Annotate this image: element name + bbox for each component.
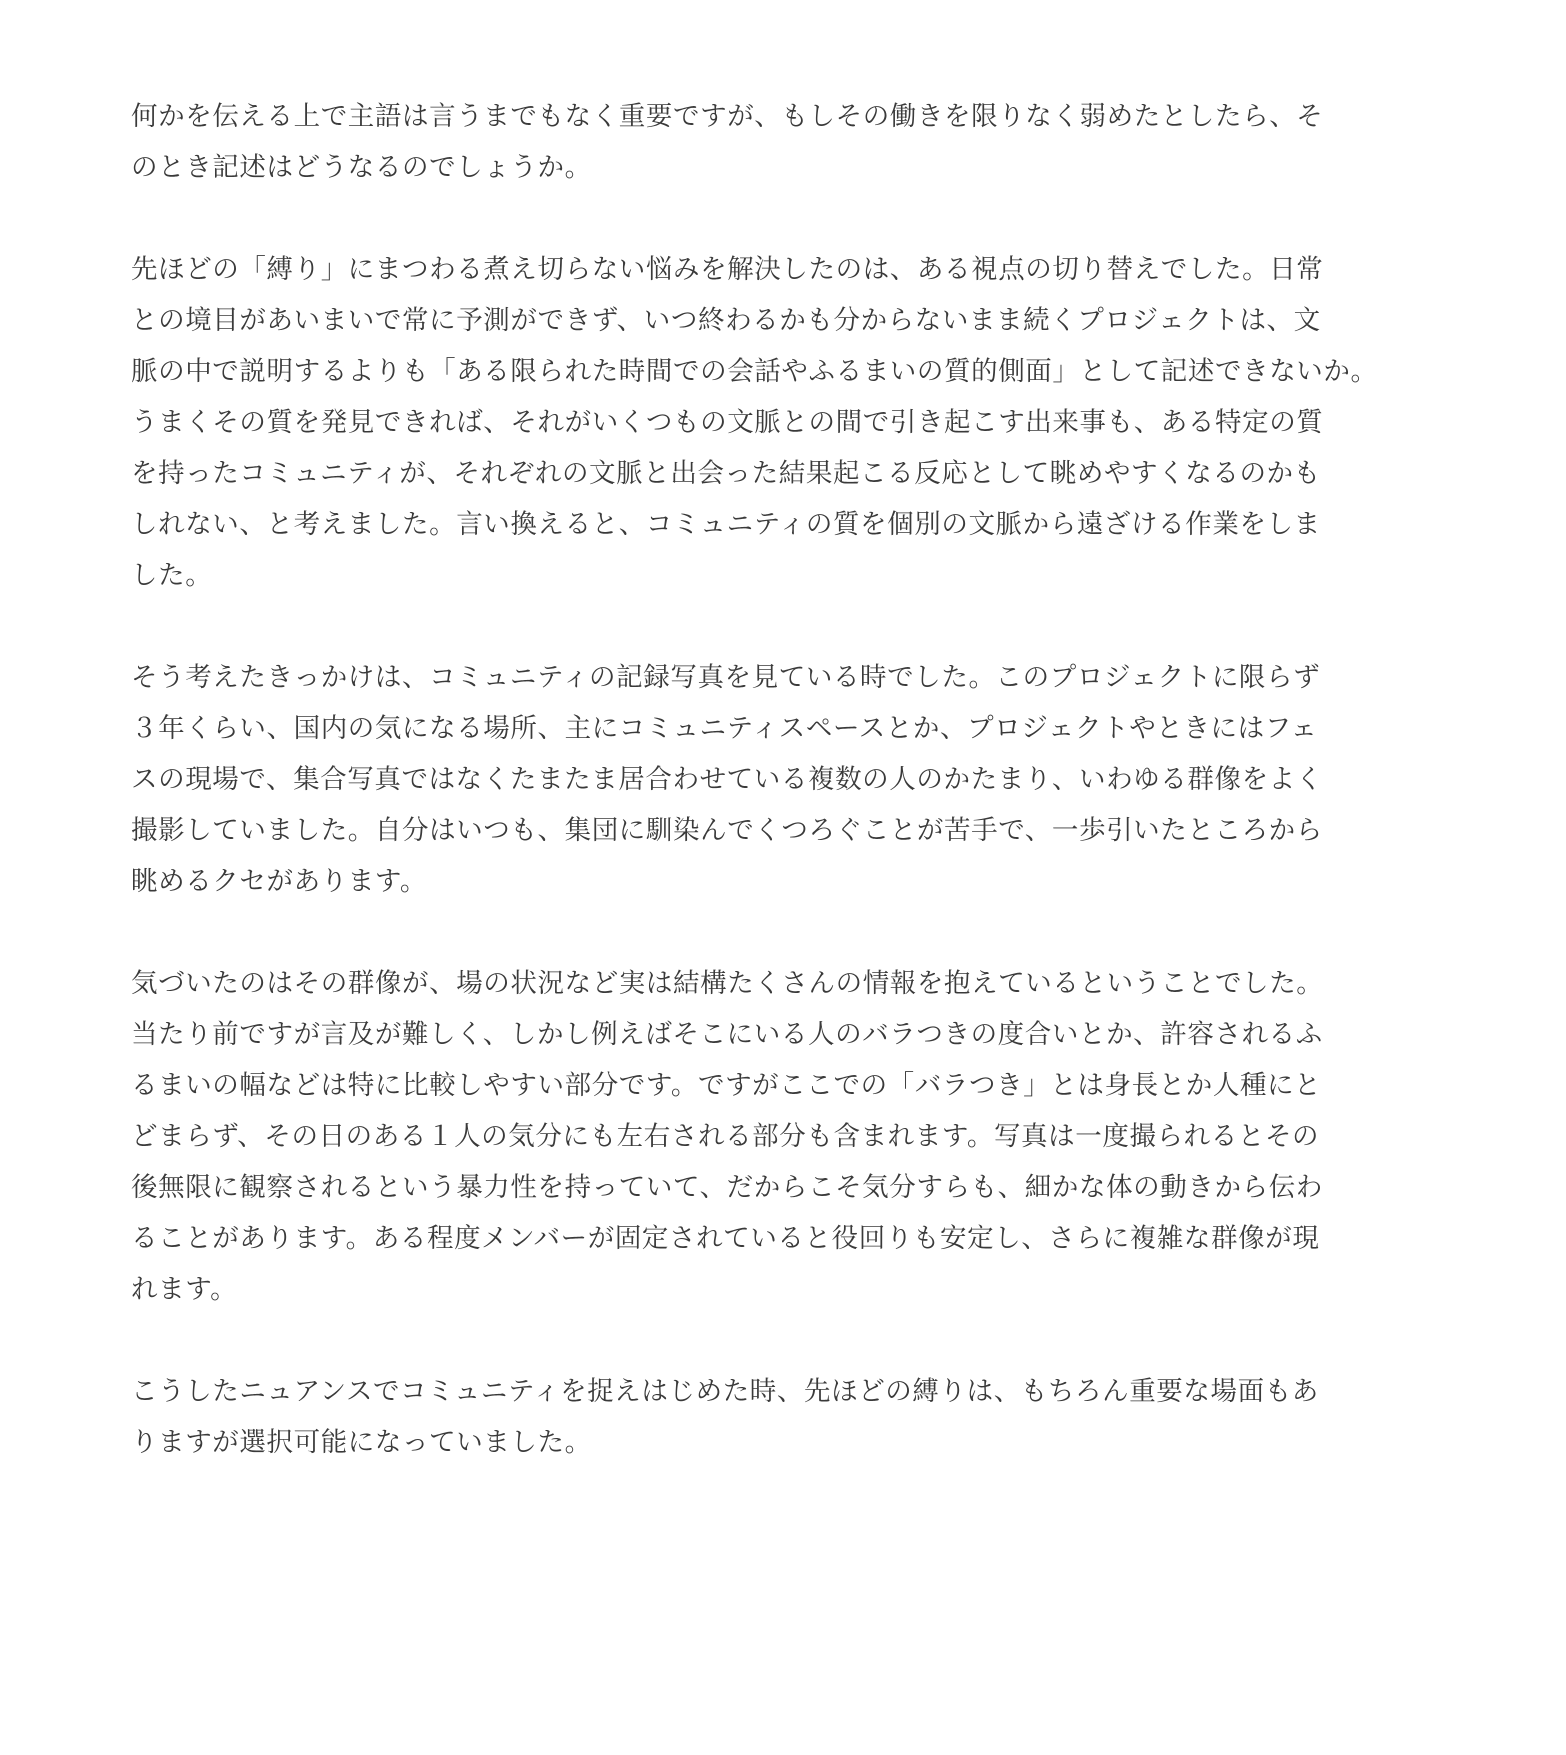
text-line: うまくその質を発見できれば、それがいくつもの文脈との間で引き起こす出来事も、ある特定の質 (131, 407, 1324, 438)
text-line: 後無限に観察されるという暴力性を持っていて、だからこそ気分すらも、細かな体の動きから伝わ (131, 1172, 1323, 1203)
paragraph-3 (131, 652, 1461, 907)
text-line: ３年くらい、国内の気になる場所、主にコミュニティスペースとか、プロジェクトやときにはフェ (131, 713, 1318, 744)
text-line: 撮影していました。自分はいつも、集団に馴染んでくつろぐことが苦手で、一歩引いたところから (131, 815, 1323, 846)
text-line: りますが選択可能になっていました。 (131, 1427, 592, 1458)
text-line: ることがあります。ある程度メンバーが固定されていると役回りも安定し、さらに複雑な群像が現 (131, 1223, 1320, 1254)
text-line: どまらず、その日のある１人の気分にも左右される部分も含まれます。写真は一度撮られるとその (131, 1121, 1320, 1152)
text-line: こうしたニュアンスでコミュニティを捉えはじめた時、先ほどの縛りは、もちろん重要な場面もあ (131, 1376, 1319, 1407)
text-line: との境目があいまいで常に予測ができず、いつ終わるかも分からないまま続くプロジェクトは、文 (131, 305, 1321, 336)
paragraph-5 (131, 1366, 1461, 1468)
article-body (131, 91, 1461, 1519)
text-line: 当たり前ですが言及が難しく、しかし例えばそこにいる人のバラつきの度合いとか、許容されるふ (131, 1019, 1323, 1050)
text-line: を持ったコミュニティが、それぞれの文脈と出会った結果起こる反応として眺めやすくなるのかも (131, 458, 1321, 489)
text-line: 脈の中で説明するよりも「ある限られた時間での会話やふるまいの質的側面」として記述できないか。 (131, 356, 1378, 387)
text-line: 眺めるクセがあります。 (131, 866, 427, 897)
text-line: れます。 (131, 1274, 238, 1305)
paragraph-1 (131, 91, 1461, 193)
text-line: スの現場で、集合写真ではなくたまたま居合わせている複数の人のかたまり、いわゆる群像をよく (131, 764, 1323, 795)
text-line: のとき記述はどうなるのでしょうか。 (131, 152, 592, 183)
text-line: した。 (131, 560, 213, 591)
text-line: そう考えたきっかけは、コミュニティの記録写真を見ている時でした。このプロジェクトに限らず (131, 662, 1321, 693)
text-line: 何かを伝える上で主語は言うまでもなく重要ですが、もしその働きを限りなく弱めたとしたら、そ (131, 101, 1324, 132)
text-line: 気づいたのはその群像が、場の状況など実は結構たくさんの情報を抱えているということでした。 (131, 968, 1324, 999)
paragraph-2 (131, 244, 1461, 601)
text-line: 先ほどの「縛り」にまつわる煮え切らない悩みを解決したのは、ある視点の切り替えでした。日常 (131, 254, 1324, 285)
text-line: るまいの幅などは特に比較しやすい部分です。ですがここでの「バラつき」とは身長とか人種にと (131, 1070, 1322, 1101)
paragraph-4 (131, 958, 1461, 1315)
text-line: しれない、と考えました。言い換えると、コミュニティの質を個別の文脈から遠ざける作業をしま (131, 509, 1321, 540)
